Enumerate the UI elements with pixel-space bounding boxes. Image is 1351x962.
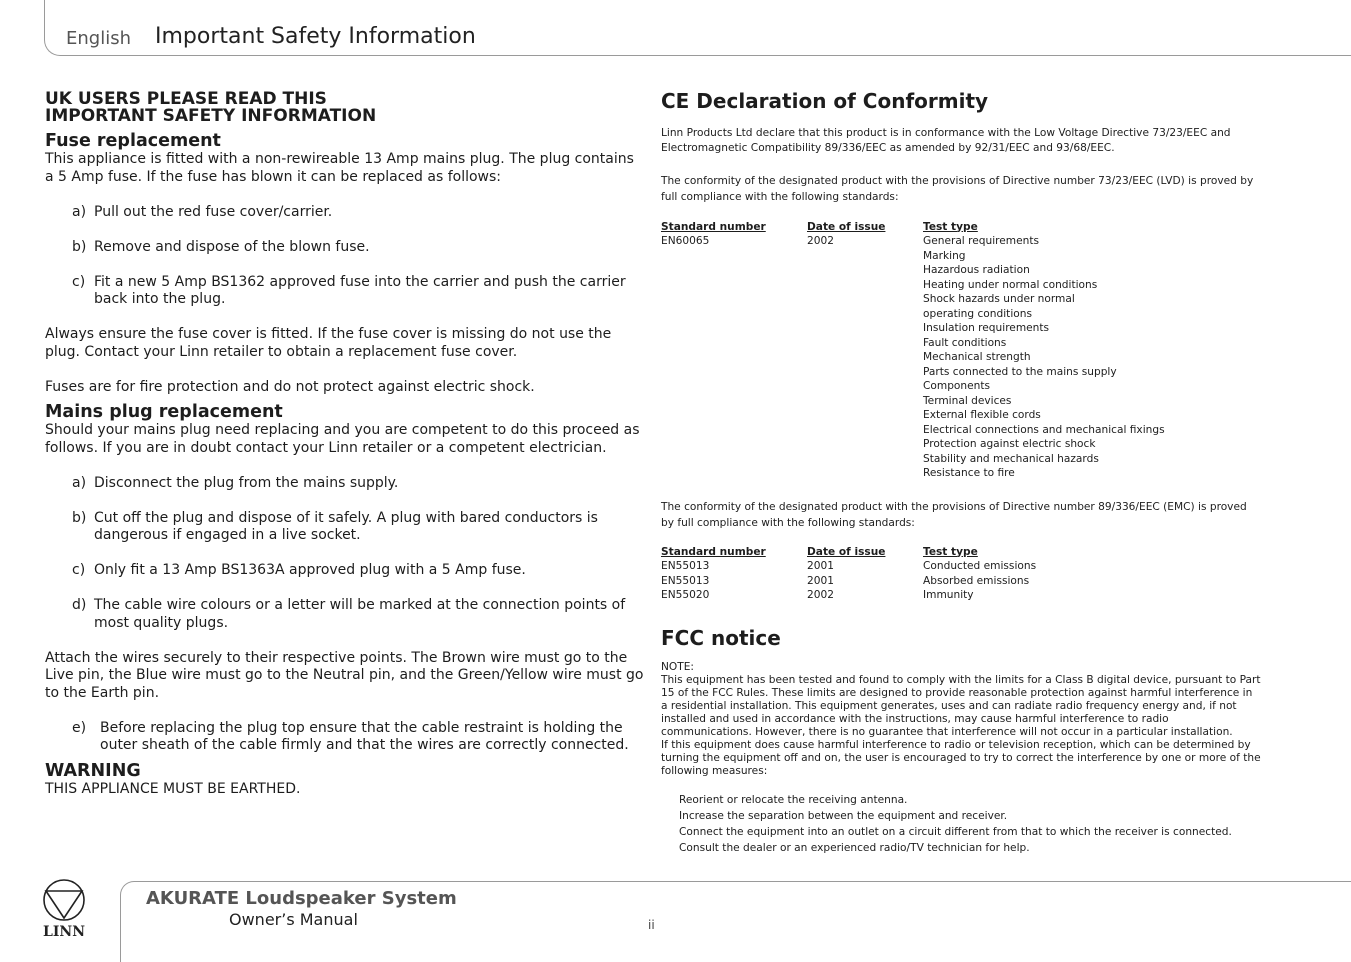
date-cell: 2002 [807, 235, 834, 247]
table-row: EN55020 2002 Immunity [661, 589, 974, 601]
ce-heading: CE Declaration of Conformity [661, 89, 989, 113]
left-column [45, 91, 645, 798]
list-item: Increase the separation between the equipment and receiver. [679, 809, 1008, 822]
fuse-heading: Fuse replacement [45, 131, 221, 151]
page-number: ii [648, 918, 655, 932]
list-item: c) Only fit a 13 Amp BS1363A approved plug with a 5 Amp fuse. [72, 562, 526, 578]
list-item: d) The cable wire colours or a letter will be marked at the connection points of most quality plugs. [72, 597, 626, 631]
standard-cell: EN60065 [661, 235, 710, 247]
table-row: EN55013 2001 Absorbed emissions [661, 574, 1030, 587]
lvd-standards-table [661, 220, 1165, 481]
ce-intro: Linn Products Ltd declare that this product is in conformance with the Low Voltage Directive 73/23/EEC and Electromagnetic Compatibility 89/336/EEC as amended by 92/31/EEC and 93/68/EEC. [661, 127, 1231, 154]
uk-heading-line-1: UK USERS PLEASE READ THIS [45, 89, 327, 109]
uk-heading-line-2: IMPORTANT SAFETY INFORMATION [45, 106, 377, 126]
column-header: Date of issue [807, 545, 886, 558]
list-item: e) Before replacing the plug top ensure that the cable restraint is holding the outer sheath of the cable firmly and that the wires are correctly connected. [72, 719, 629, 753]
plug-intro: Should your mains plug need replacing and you are competent to do this proceed as follows. If you are in doubt contact your Linn retailer or a competent electrician. [45, 422, 640, 456]
header-language: English [66, 28, 131, 49]
product-name: AKURATE Loudspeaker System [146, 888, 457, 909]
test-type-cell: General requirements Marking Hazardous radiation Heating under normal conditions Shock hazards under normal operating conditions Insulation requirements Fault conditions Mechanical strength Parts connected to the mains supply Components Terminal devices External flexible cords Electrical connections and mechanical fixings Protection against electric shock Stability and mechanical hazards Resistance to fire [923, 235, 1165, 479]
plug-heading: Mains plug replacement [45, 402, 283, 422]
fcc-text-1: This equipment has been tested and found to comply with the limits for a Class B digital device, pursuant to Part 15 of the FCC Rules. These limits are designed to provide reasonable protection against harmful interference in a residential installation. This equipment generates, uses and can radiate radio frequency energy and, if not installed and used in accordance with the instructions, may cause harmful interference to radio communications. However, there is no guarantee that interference will not occur in a particular installation. [661, 673, 1261, 738]
column-header: Standard number [661, 220, 766, 233]
fuse-intro: This appliance is fitted with a non-rewireable 13 Amp mains plug. The plug contains a 5 Amp fuse. If the fuse has blown it can be replaced as follows: [45, 151, 634, 185]
table-row: EN55013 2001 Conducted emissions [661, 560, 1037, 572]
right-column [661, 88, 1261, 856]
list-item: c) Fit a new 5 Amp BS1362 approved fuse into the carrier and push the carrier back into the plug. [72, 273, 626, 307]
fcc-text-2: If this equipment does cause harmful interference to radio or television reception, which can be determined by turning the equipment off and on, the user is encouraged to try to correct the interference by one or more of the following measures: [661, 738, 1261, 777]
list-item: Connect the equipment into an outlet on a circuit different from that to which the receiver is connected. [679, 825, 1232, 838]
list-item: Reorient or relocate the receiving antenna. [679, 793, 908, 806]
page-title: Important Safety Information [155, 24, 476, 49]
column-header: Test type [923, 220, 978, 233]
column-header: Standard number [661, 545, 766, 558]
warning-heading: WARNING [45, 760, 141, 781]
lvd-intro: The conformity of the designated product with the provisions of Directive number 73/23/EEC (LVD) is proved by full compliance with the following standards: [661, 174, 1254, 203]
list-item: a) Pull out the red fuse cover/carrier. [72, 203, 333, 220]
warning-text: THIS APPLIANCE MUST BE EARTHED. [45, 780, 301, 797]
emc-intro: The conformity of the designated product with the provisions of Directive number 89/336/EEC (EMC) is proved by full compliance with the following standards: [661, 500, 1247, 529]
list-item: Consult the dealer or an experienced radio/TV technician for help. [679, 841, 1030, 854]
fcc-measures-list [661, 792, 1261, 856]
fcc-note-label: NOTE: [661, 660, 694, 673]
fuse-cover-note: Always ensure the fuse cover is fitted. If the fuse cover is missing do not use the plug. Contact your Linn retailer to obtain a replacement fuse cover. [45, 326, 612, 360]
fuse-protection-note: Fuses are for fire protection and do not protect against electric shock. [45, 378, 535, 395]
fcc-heading: FCC notice [661, 625, 781, 650]
column-header: Test type [923, 545, 978, 558]
manual-title: Owner’s Manual [229, 910, 358, 929]
emc-standards-table [661, 545, 1036, 603]
list-item: b) Cut off the plug and dispose of it safely. A plug with bared conductors is dangerous if engaged in a live socket. [72, 509, 598, 543]
list-item: b) Remove and dispose of the blown fuse. [72, 238, 370, 255]
list-item: a) Disconnect the plug from the mains supply. [72, 474, 399, 491]
column-header: Date of issue [807, 220, 886, 233]
wires-note: Attach the wires securely to their respective points. The Brown wire must go to the Live pin, the Blue wire must go to the Neutral pin, and the Green/Yellow wire must go to the Earth pin. [45, 649, 644, 701]
logo-wordmark: LINN [43, 924, 85, 940]
table-row [661, 234, 1165, 481]
linn-logo [41, 879, 87, 941]
